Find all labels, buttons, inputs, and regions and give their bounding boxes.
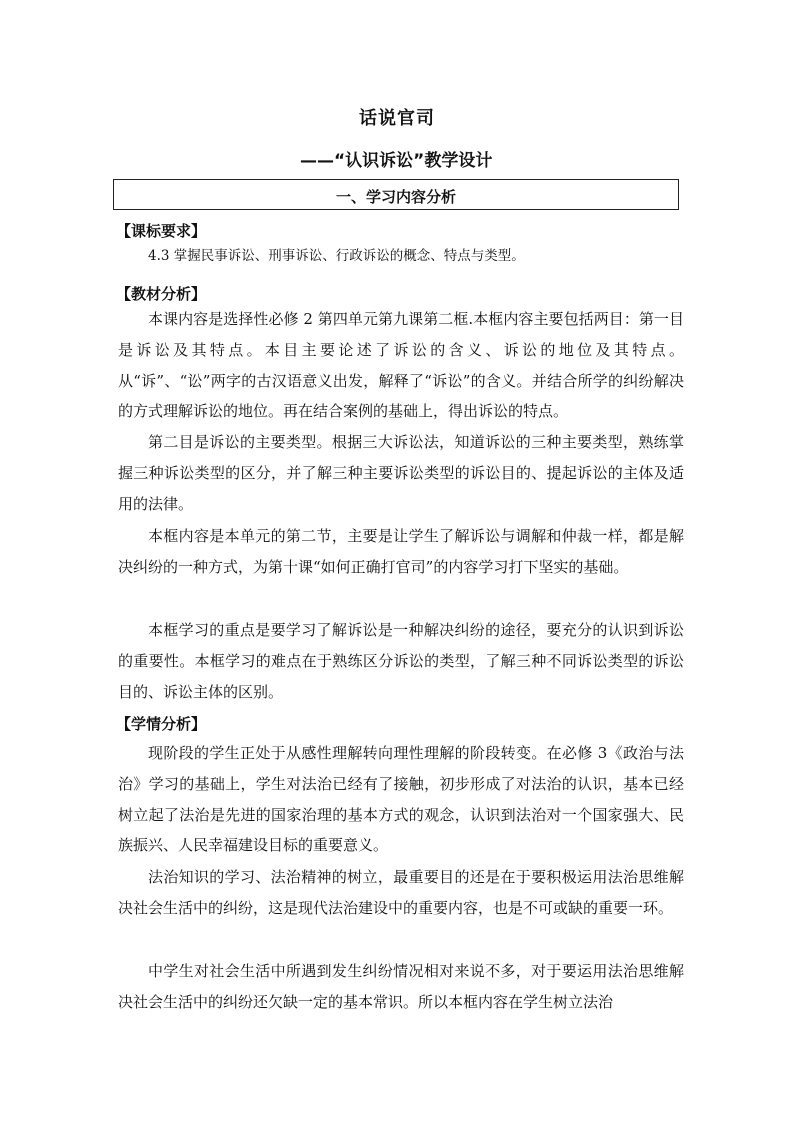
heading-learner-analysis: 【学情分析】 <box>116 715 207 733</box>
paragraph-textbook-1: 本课内容是选择性必修 2 第四单元第九课第二框.本框内容主要包括两目：第一目是诉讼及其特点。本目主要论述了诉讼的含义、诉讼的地位及其特点。从“诉”、“讼”两字的古汉语意义出发，解释了“诉讼”的含义。并结合所学的纠纷解决的方式理解诉讼的地位。再在结合案例的基础上，得出诉讼的特点。 <box>118 310 684 421</box>
paragraph-learner-1: 现阶段的学生正处于从感性理解转向理性理解的阶段转变。在必修 3《政治与法治》学习的基础上，学生对法治已经有了接触，初步形成了对法治的认识，基本已经树立起了法治是先进的国家治理的基本方式的观念，认识到法治对一个国家强大、民族振兴、人民幸福建设目标的重要意义。 <box>118 744 684 855</box>
document-subtitle: ——“认识诉讼”教学设计 <box>300 151 493 171</box>
document-title: 话说官司 <box>359 108 435 129</box>
heading-textbook-analysis: 【教材分析】 <box>116 285 207 303</box>
paragraph-textbook-2: 第二目是诉讼的主要类型。根据三大诉讼法，知道诉讼的三种主要类型，熟练掌握三种诉讼类型的区分，并了解三种主要诉讼类型的诉讼目的、提起诉讼的主体及适用的法律。 <box>118 433 684 513</box>
paragraph-textbook-4: 本框学习的重点是要学习了解诉讼是一种解决纠纷的途径，要充分的认识到诉讼的重要性。本框学习的难点在于熟练区分诉讼的类型，了解三种不同诉讼类型的诉讼目的、诉讼主体的区别。 <box>118 621 684 701</box>
paragraph-textbook-3: 本框内容是本单元的第二节，主要是让学生了解诉讼与调解和仲裁一样，都是解决纠纷的一种方式，为第十课“如何正确打官司”的内容学习打下坚实的基础。 <box>118 527 684 576</box>
section-title: 一、学习内容分析 <box>335 188 456 206</box>
heading-curriculum-requirements: 【课标要求】 <box>116 222 207 240</box>
paragraph-curriculum-requirement: 4.3 掌握民事诉讼、刑事诉讼、行政诉讼的概念、特点与类型。 <box>148 248 525 264</box>
paragraph-learner-3: 中学生对社会生活中所遇到发生纠纷情况相对来说不多，对于要运用法治思维解决社会生活中的纠纷还欠缺一定的基本常识。所以本框内容在学生树立法治 <box>118 962 684 1011</box>
paragraph-learner-2: 法治知识的学习、法治精神的树立，最重要目的还是在于要积极运用法治思维解决社会生活中的纠纷，这是现代法治建设中的重要内容，也是不可或缺的重要一环。 <box>118 868 684 917</box>
section-title-box <box>113 179 679 210</box>
